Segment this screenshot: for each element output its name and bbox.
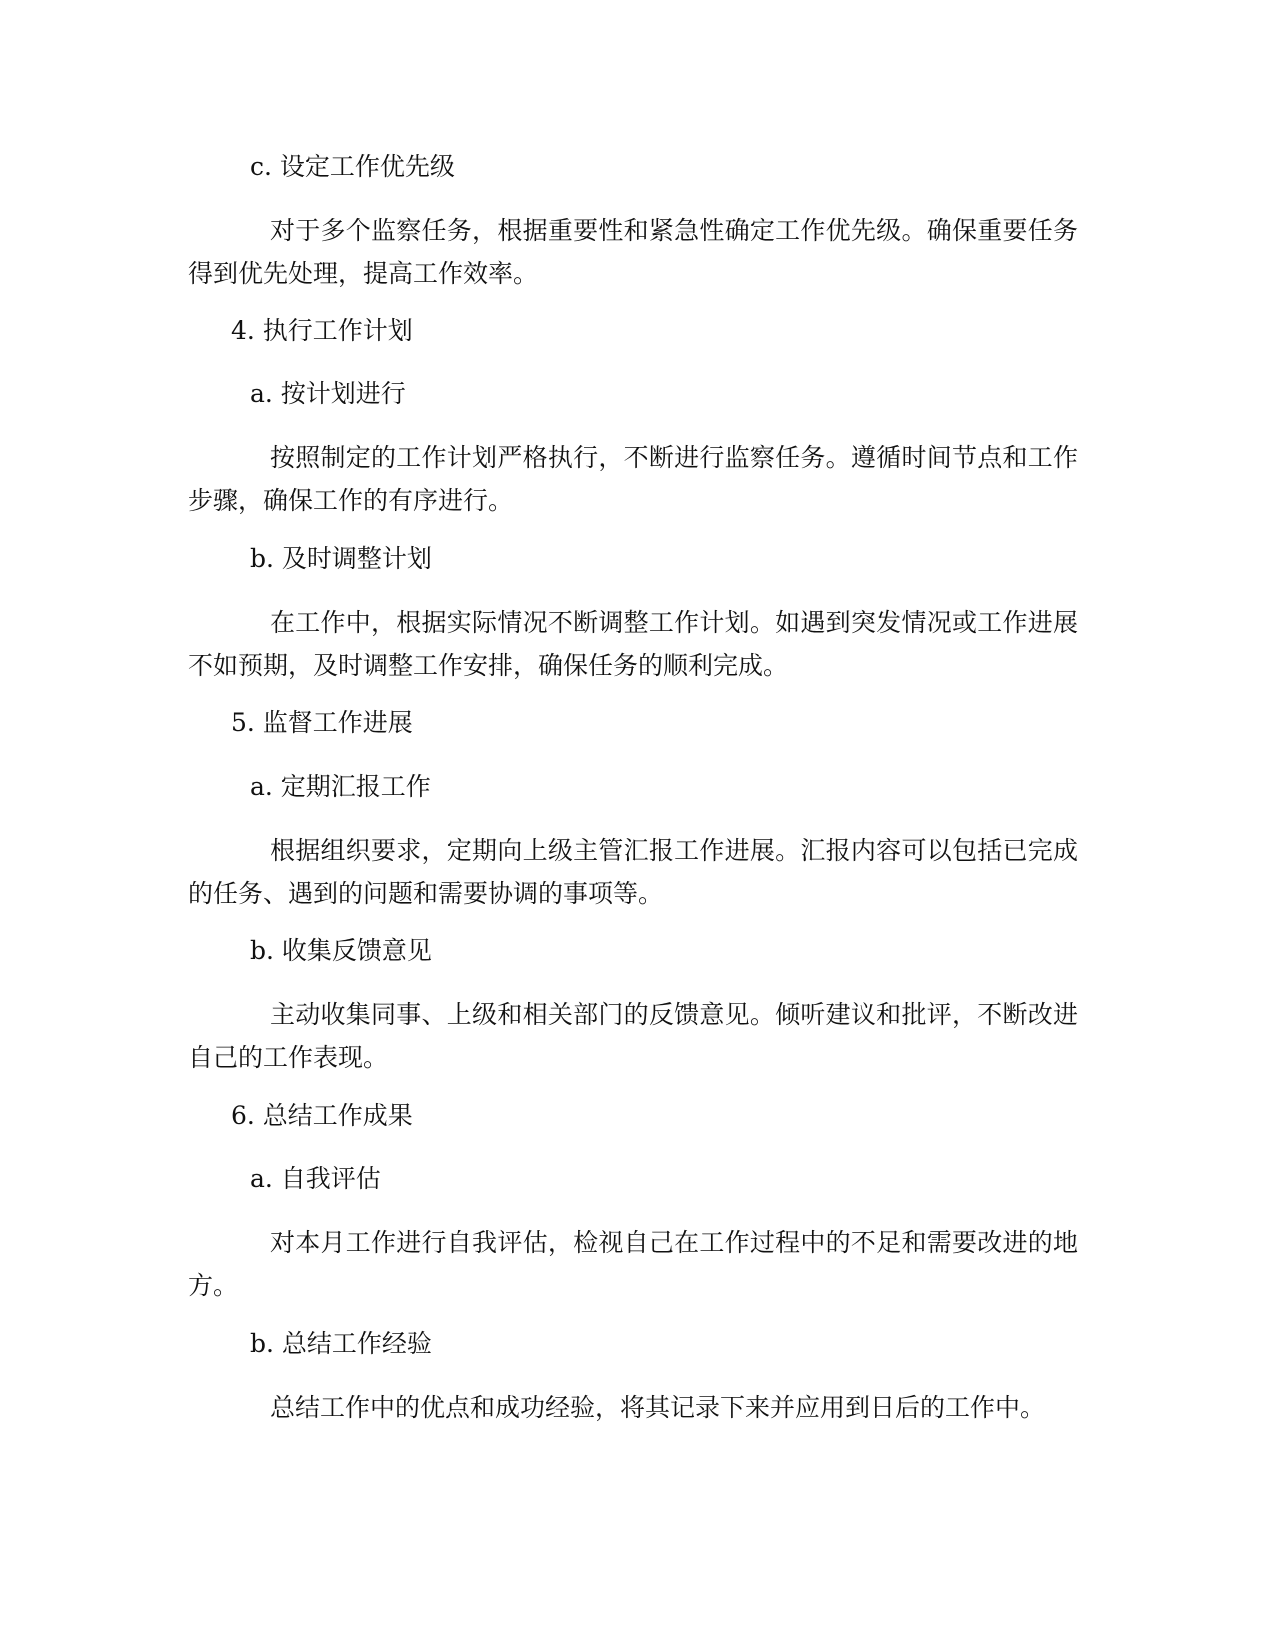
subheading-adjust-plan: b. 及时调整计划 [250,544,432,573]
heading-supervise-progress: 5. 监督工作进展 [231,708,413,737]
subheading-summarize-experience: b. 总结工作经验 [250,1329,432,1358]
subheading-follow-plan: a. 按计划进行 [250,379,406,408]
paragraph-summarize-experience: 总结工作中的优点和成功经验，将其记录下来并应用到日后的工作中。 [270,1393,1046,1422]
paragraph-self-assessment: 对本月工作进行自我评估，检视自己在工作过程中的不足和需要改进的地方。 [188,1228,1078,1300]
paragraph-follow-plan: 按照制定的工作计划严格执行，不断进行监察任务。遵循时间节点和工作步骤，确保工作的有序进行。 [188,443,1078,515]
subheading-set-priority: c. 设定工作优先级 [250,152,455,181]
paragraph-set-priority: 对于多个监察任务，根据重要性和紧急性确定工作优先级。确保重要任务得到优先处理，提高工作效率。 [188,216,1078,288]
paragraph-collect-feedback: 主动收集同事、上级和相关部门的反馈意见。倾听建议和批评，不断改进自己的工作表现。 [188,1000,1078,1072]
heading-execute-plan: 4. 执行工作计划 [231,316,413,345]
paragraph-adjust-plan: 在工作中，根据实际情况不断调整工作计划。如遇到突发情况或工作进展不如预期，及时调整工作安排，确保任务的顺利完成。 [188,608,1078,680]
paragraph-regular-report: 根据组织要求，定期向上级主管汇报工作进展。汇报内容可以包括已完成的任务、遇到的问题和需要协调的事项等。 [188,836,1078,908]
subheading-collect-feedback: b. 收集反馈意见 [250,936,432,965]
heading-summarize-results: 6. 总结工作成果 [231,1101,413,1130]
subheading-regular-report: a. 定期汇报工作 [250,772,431,801]
subheading-self-assessment: a. 自我评估 [250,1164,381,1193]
